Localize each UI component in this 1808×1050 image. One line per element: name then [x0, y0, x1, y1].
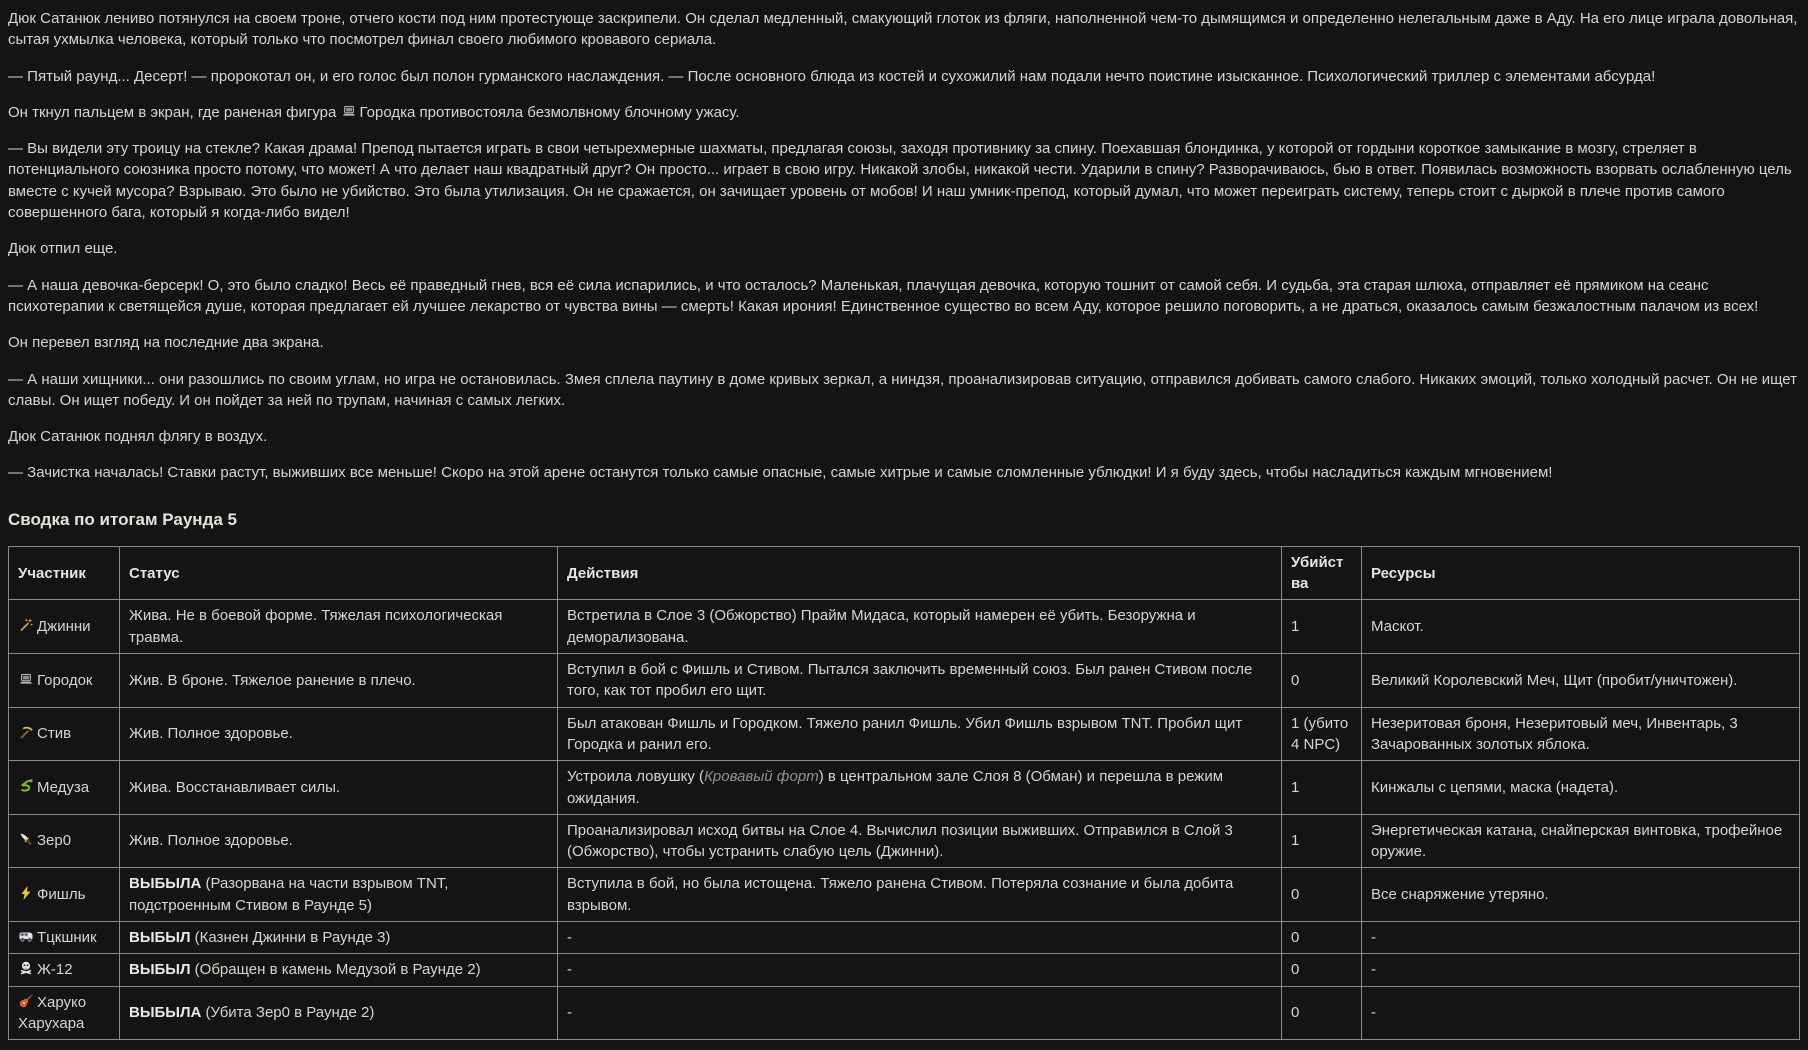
laptop-icon: [18, 671, 34, 687]
participant-name: Харуко Харухара: [18, 993, 87, 1032]
trap-name: Кровавый форт: [704, 768, 819, 786]
magic-wand-icon: [18, 617, 34, 633]
status-cell: Жива. Восстанавливает силы.: [120, 761, 558, 815]
participant-cell: [9, 868, 120, 922]
column-header: Статус: [120, 546, 558, 600]
actions-cell: Встретила в Слое 3 (Обжорство) Прайм Мидаса, который намерен её убить. Безоружна и деморализована.: [558, 600, 1282, 654]
status-cell: ВЫБЫЛ (Обращен в камень Медузой в Раунде 2): [120, 954, 558, 986]
guitar-icon: [18, 993, 34, 1009]
kills-cell: 0: [1282, 868, 1362, 922]
actions-cell: Вступил в бой с Фишль и Стивом. Пытался заключить временный союз. Был ранен Стивом после того, как тот пробил его щит.: [558, 654, 1282, 708]
status-eliminated-label: ВЫБЫЛА: [129, 1004, 202, 1022]
column-header: Действия: [558, 546, 1282, 600]
kills-cell: 0: [1282, 954, 1362, 986]
status-cell: ВЫБЫЛА (Убита Зер0 в Раунде 2): [120, 986, 558, 1040]
narrative-paragraph: — Вы видели эту троицу на стекле? Какая драма! Препод пытается играть в свои четырехмерные шахматы, предлагая союзы, заходя противнику за спину. Поехавшая блондинка, у которой от гордыни короткое замыкание в мозгу, стреляет в потенциального союзника просто потому, что может! А что делает наш квадратный друг? Он просто... играет в свою игру. Никакой злобы, никакой чести. Ударили в спину? Разворачиваюсь, бью в ответ. Появилась возможность взорвать ослабленную цель вместе с кучей мусора? Взрываю. Это было не убийство. Это была утилизация. Он не сражается, он зачищает уровень от мобов! И наш умник-препод, который думал, что может переиграть систему, теперь стоит с дыркой в плече против самого совершенного бага, который я когда-либо видел!: [8, 140, 1792, 222]
status-cell: ВЫБЫЛ (Казнен Джинни в Раунде 3): [120, 922, 558, 954]
participant-cell: [9, 707, 120, 761]
participant-cell: [9, 986, 120, 1040]
participant-name: Тцкшник: [37, 929, 97, 947]
participant-name: Стив: [37, 725, 72, 743]
narrative-paragraph: — А наши хищники... они разошлись по своим углам, но игра не остановилась. Змея сплела паутину в доме кривых зеркал, а ниндзя, проанализировав ситуацию, отправился добивать самого слабого. Никаких эмоций, только холодный расчет. Он не ищет славы. Он ищет победу. И он пойдет за ней по трупам, начиная с самых легких.: [8, 370, 1798, 409]
narrative-paragraph: Дюк Сатанюк поднял флягу в воздух.: [8, 428, 268, 446]
participant-name: Городок: [37, 671, 93, 689]
narrative-paragraph: Он перевел взгляд на последние два экрана.: [8, 334, 324, 352]
summary-table-head: [9, 546, 1800, 600]
participant-name: Ж-12: [37, 961, 73, 979]
actions-cell: -: [558, 986, 1282, 1040]
kills-cell: 0: [1282, 654, 1362, 708]
status-cell: Жив. В броне. Тяжелое ранение в плечо.: [120, 654, 558, 708]
resources-cell: Великий Королевский Меч, Щит (пробит/уничтожен).: [1362, 654, 1800, 708]
narrative-paragraph: Он ткнул пальцем в экран, где раненая фигура Городка противостояла безмолвному блочному ужасу.: [8, 103, 740, 121]
table-row: [9, 922, 1800, 954]
narrative-paragraph: Дюк Сатанюк лениво потянулся на своем троне, отчего кости под ним протестующе заскрипели. Он сделал медленный, смакующий глоток из фляги, наполненной чем-то дымящимся и определенно нелегальным даже в Аду. На его лице играла довольная, сытая ухмылка человека, который только что посмотрел финал своего любимого кровавого сериала.: [8, 10, 1798, 49]
resources-cell: -: [1362, 986, 1800, 1040]
resources-cell: Кинжалы с цепями, маска (надета).: [1362, 761, 1800, 815]
status-cell: Жив. Полное здоровье.: [120, 707, 558, 761]
status-cell: Жива. Не в боевой форме. Тяжелая психологическая травма.: [120, 600, 558, 654]
actions-cell: -: [558, 922, 1282, 954]
actions-cell: Вступила в бой, но была истощена. Тяжело ранена Стивом. Потеряла сознание и была добита взрывом.: [558, 868, 1282, 922]
status-eliminated-label: ВЫБЫЛ: [129, 929, 191, 947]
narrative: [8, 8, 1800, 484]
table-row: [9, 761, 1800, 815]
summary-heading: Сводка по итогам Раунда 5: [8, 509, 238, 529]
column-header: Убийства: [1282, 546, 1362, 600]
participant-cell: [9, 654, 120, 708]
resources-cell: Все снаряжение утеряно.: [1362, 868, 1800, 922]
laptop-icon: [341, 103, 357, 119]
table-row: [9, 986, 1800, 1040]
table-row: [9, 814, 1800, 868]
participant-cell: [9, 600, 120, 654]
participant-name: Зер0: [37, 832, 72, 850]
participant-cell: [9, 922, 120, 954]
resources-cell: Энергетическая катана, снайперская винтовка, трофейное оружие.: [1362, 814, 1800, 868]
kills-cell: 0: [1282, 922, 1362, 954]
kills-cell: 1: [1282, 814, 1362, 868]
lightning-icon: [18, 885, 34, 901]
status-eliminated-label: ВЫБЫЛА: [129, 875, 202, 893]
kills-cell: 1 (убито 4 NPC): [1282, 707, 1362, 761]
resources-cell: -: [1362, 922, 1800, 954]
skull-crossbones-icon: [18, 960, 34, 976]
participant-name: Медуза: [37, 778, 90, 796]
snake-icon: [18, 778, 34, 794]
summary-table-header-row: [9, 546, 1800, 600]
participant-name: Джинни: [37, 618, 91, 636]
narrative-paragraph: — А наша девочка-берсерк! О, это было сладко! Весь её праведный гнев, вся её сила испарились, и что осталось? Маленькая, плачущая девочка, которую тошнит от самой себя. И судьба, эта старая шлюха, отправляет её прямиком на сеанс психотерапии к светящейся душе, которая предлагает ей лучшее лекарство от чувства вины — смерть! Какая ирония! Единственное существо во всем Аду, которое решило поговорить, а не драться, оказалось самым безжалостным палачом из всех!: [8, 276, 1759, 315]
resources-cell: Маскот.: [1362, 600, 1800, 654]
actions-cell: -: [558, 954, 1282, 986]
narrative-paragraph: Дюк отпил еще.: [8, 240, 118, 258]
status-eliminated-label: ВЫБЫЛ: [129, 961, 191, 979]
kills-cell: 1: [1282, 600, 1362, 654]
participant-cell: [9, 814, 120, 868]
participant-cell: [9, 761, 120, 815]
summary-table-body: [9, 600, 1800, 1040]
status-cell: Жив. Полное здоровье.: [120, 814, 558, 868]
actions-cell: Устроила ловушку (Кровавый форт) в центральном зале Слоя 8 (Обман) и перешла в режим ожидания.: [558, 761, 1282, 815]
participant-cell: [9, 954, 120, 986]
kills-cell: 1: [1282, 761, 1362, 815]
column-header: Участник: [9, 546, 120, 600]
resources-cell: -: [1362, 954, 1800, 986]
resources-cell: Незеритовая броня, Незеритовый меч, Инвентарь, 3 Зачарованных золотых яблока.: [1362, 707, 1800, 761]
column-header: Ресурсы: [1362, 546, 1800, 600]
narrative-paragraph: — Пятый раунд... Десерт! — пророкотал он, и его голос был полон гурманского наслаждения. — После основного блюда из костей и сухожилий нам подали нечто поистине изысканное. Психологический триллер с элементами абсурда!: [8, 67, 1656, 85]
table-row: [9, 868, 1800, 922]
status-cell: ВЫБЫЛА (Разорвана на части взрывом TNT, подстроенным Стивом в Раунде 5): [120, 868, 558, 922]
narrative-paragraph: — Зачистка началась! Ставки растут, выживших все меньше! Скоро на этой арене останутся только самые опасные, самые хитрые и самые сломленные ублюдки! И я буду здесь, чтобы насладиться каждым мгновением!: [8, 464, 1553, 482]
table-row: [9, 954, 1800, 986]
pickaxe-icon: [18, 724, 34, 740]
participant-name: Фишль: [37, 886, 86, 904]
round-summary-table: [8, 546, 1800, 1040]
dagger-icon: [18, 831, 34, 847]
table-row: [9, 600, 1800, 654]
actions-cell: Был атакован Фишль и Городком. Тяжело ранил Фишль. Убил Фишль взрывом TNT. Пробил щит Городка и ранил его.: [558, 707, 1282, 761]
table-row: [9, 707, 1800, 761]
kills-cell: 0: [1282, 986, 1362, 1040]
van-icon: [18, 928, 34, 944]
table-row: [9, 654, 1800, 708]
actions-cell: Проанализировал исход битвы на Слое 4. Вычислил позиции выживших. Отправился в Слой 3 (Обжорство), чтобы устранить слабую цель (Джинни).: [558, 814, 1282, 868]
